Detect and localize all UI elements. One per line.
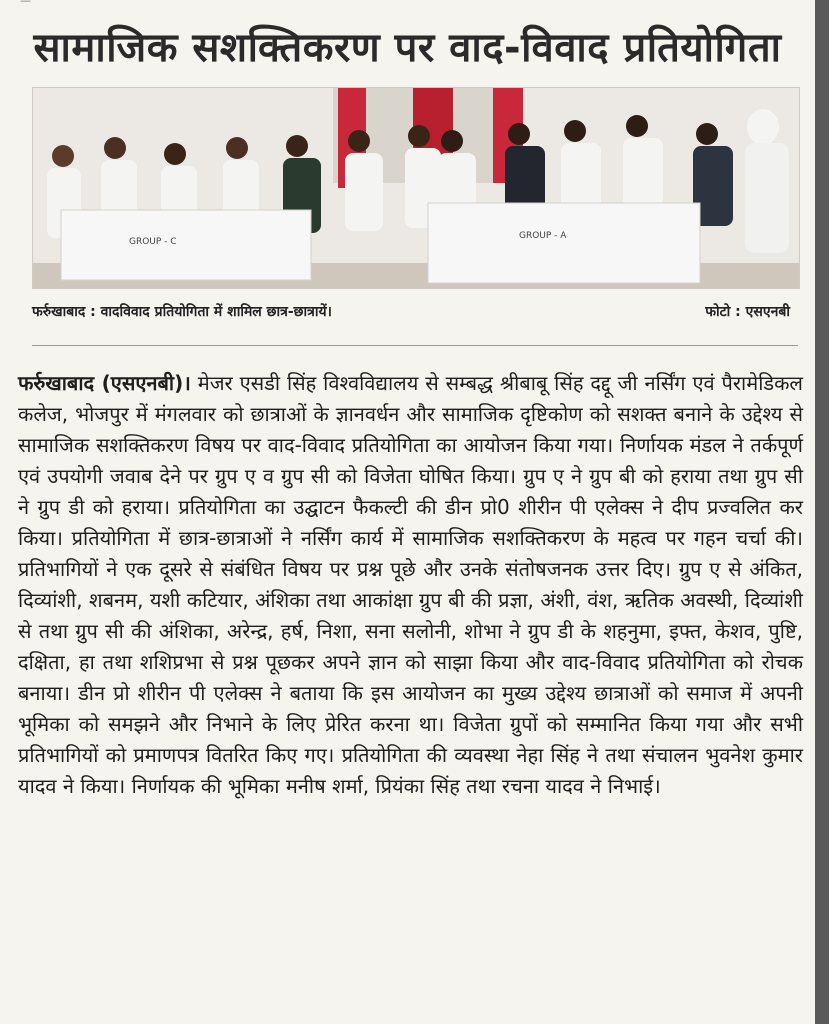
article-dateline: फर्रुखाबाद (एसएनबी)। xyxy=(18,371,191,395)
headline: सामाजिक सशक्तिकरण पर वाद-विवाद प्रतियोगिता xyxy=(33,25,782,71)
group-c-sign: GROUP - C xyxy=(129,237,177,247)
caption-divider xyxy=(32,345,798,346)
news-photo xyxy=(32,87,800,289)
students-debate-photo xyxy=(33,88,799,288)
article-text: मेजर एसडी सिंह विश्वविद्यालय से सम्बद्ध श्रीबाबू सिंह दद्दू जी नर्सिंग एवं पैरामेडिकल कलेज, भोजपुर में मंगलवार को छात्राओं के ज्ञानवर्धन और सामाजिक दृष्टिकोण को सशक्त बनाने के उद्देश्य से सामाजिक सशक्तिकरण विषय पर वाद-विवाद प्रतियोगिता का आयोजन किया गया। निर्णायक मंडल ने तर्कपूर्ण एवं उपयोगी जवाब देने पर ग्रुप ए व ग्रुप सी को विजेता घोषित किया। ग्रुप ए ने ग्रुप बी को हराया तथा ग्रुप सी ने ग्रुप डी को हराया। प्रतियोगिता का उद्घाटन फैकल्टी की डीन प्रो0 शीरीन पी एलेक्स ने दीप प्रज्वलित कर किया। प्रतियोगिता में छात्र-छात्राओं ने नर्सिंग कार्य में सामाजिक सशक्तिकरण के महत्व पर गहन चर्चा की। प्रतिभागियों ने एक दूसरे से संबंधित विषय पर प्रश्न पूछे और उनके संतोषजनक उत्तर दिए। ग्रुप ए से अंकित, दिव्यांशी, शबनम, यशी कटियार, अंशिका तथा आकांक्षा ग्रुप बी की प्रज्ञा, अंशी, वंश, ऋतिक अवस्थी, दिव्यांशी से तथा ग्रुप सी की अंशिका, अरेन्द्र, हर्ष, निशा, सना सलोनी, शोभा ने ग्रुप डी के शहनुमा, इफ्त, केशव, पुष्टि, दक्षिता, हा तथा शशिप्रभा से प्रश्न पूछकर अपने ज्ञान को साझा किया और वाद-विवाद प्रतियोगिता को रोचक बनाया। डीन प्रो शीरीन पी एलेक्स ने बताया कि इस आयोजन का मुख्य उद्देश्य छात्राओं को समाज में अपनी भूमिका को समझने और निभाने के लिए प्रेरित करना था। विजेता ग्रुपों को सम्मानित किया गया और सभी प्रतिभागियों को प्रमाणपत्र वितरित किए गए। प्रतियोगिता की व्यवस्था नेहा सिंह ने तथा संचालन भुवनेश कुमार यादव ने किया। निर्णायक की भूमिका मनीष शर्मा, प्रियंका सिंह तथा रचना यादव ने निभाई। xyxy=(18,371,803,798)
cropped-previous-text: — xyxy=(20,0,32,7)
group-a-sign: GROUP - A xyxy=(519,231,567,241)
cropped-next-text xyxy=(18,1012,808,1024)
caption-text: फर्रुखाबाद : वादविवाद प्रतियोगिता में शामिल छात्र-छात्रायें। xyxy=(32,304,332,320)
article-body xyxy=(18,368,803,802)
photo-credit: फोटो : एसएनबी xyxy=(705,304,790,320)
page-edge xyxy=(815,0,829,1024)
